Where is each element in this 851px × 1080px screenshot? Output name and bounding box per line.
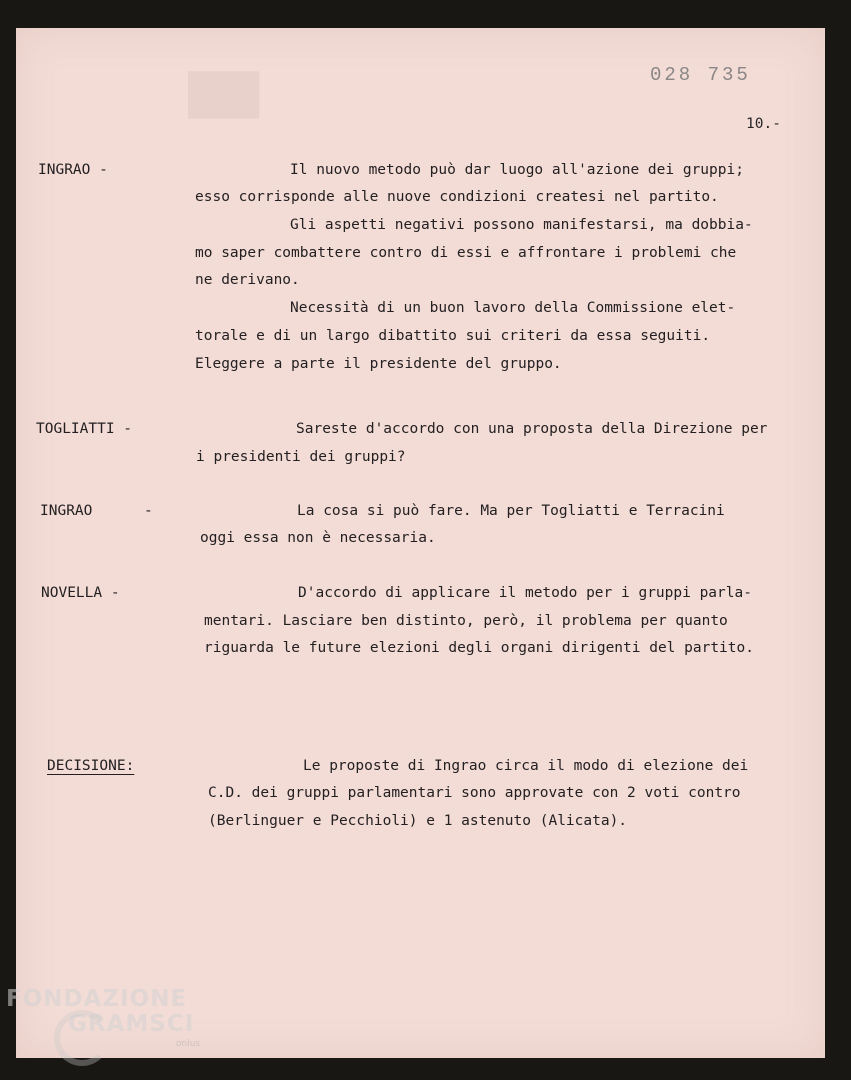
watermark-line-2: GRAMSCI — [68, 1011, 195, 1037]
watermark-line-1: FONDAZIONE — [6, 986, 188, 1012]
text-line: oggi essa non è necessaria. — [200, 530, 436, 546]
text-line: mo saper combattere contro di essi e affrontare i problemi che — [195, 245, 737, 261]
decision-label: DECISIONE: — [47, 758, 135, 774]
page-number: 10.- — [746, 116, 781, 132]
watermark-line-3: onlus — [176, 1039, 201, 1049]
speaker-label-ingrao: INGRAO — [40, 503, 93, 519]
text-line: (Berlinguer e Pecchioli) e 1 astenuto (Alicata). — [208, 813, 628, 829]
speaker-dash: - — [144, 503, 153, 519]
text-line: D'accordo di applicare il metodo per i gruppi parla- — [298, 585, 752, 601]
speaker-label-novella: NOVELLA - — [41, 585, 120, 601]
text-line: Eleggere a parte il presidente del gruppo. — [195, 356, 562, 372]
fondazione-gramsci-watermark — [6, 988, 200, 1049]
text-line: Necessità di un buon lavoro della Commissione elet- — [290, 300, 736, 316]
text-line: ne derivano. — [195, 272, 300, 288]
text-line: riguarda le future elezioni degli organi dirigenti del partito. — [204, 640, 754, 656]
show-through-mark: █ — [188, 71, 259, 119]
text-line: Gli aspetti negativi possono manifestarsi, ma dobbia- — [290, 217, 753, 233]
text-line: mentari. Lasciare ben distinto, però, il problema per quanto — [204, 613, 728, 629]
text-line: Sareste d'accordo con una proposta della Direzione per — [296, 421, 768, 437]
text-line: torale e di un largo dibattito sui criteri da essa seguiti. — [195, 328, 711, 344]
text-line: Il nuovo metodo può dar luogo all'azione dei gruppi; — [290, 162, 744, 178]
text-line: esso corrisponde alle nuove condizioni createsi nel partito. — [195, 189, 719, 205]
speaker-label-togliatti: TOGLIATTI - — [36, 421, 133, 437]
text-line: La cosa si può fare. Ma per Togliatti e Terracini — [297, 503, 725, 519]
archive-stamp-number: 028 735 — [650, 64, 751, 86]
text-line: C.D. dei gruppi parlamentari sono approvate con 2 voti contro — [208, 785, 741, 801]
text-line: Le proposte di Ingrao circa il modo di elezione dei — [303, 758, 749, 774]
speaker-label-ingrao: INGRAO - — [38, 162, 108, 178]
text-line: i presidenti dei gruppi? — [196, 449, 406, 465]
logo-g-mark-icon — [54, 1010, 110, 1066]
